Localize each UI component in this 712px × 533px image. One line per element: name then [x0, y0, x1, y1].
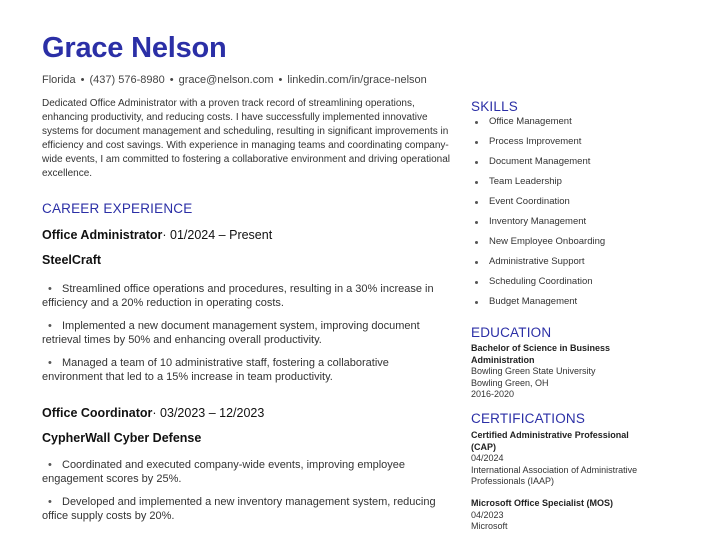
skill-item: Document Management [471, 155, 605, 175]
skill-item: Office Management [471, 115, 605, 135]
job-role: Office Administrator [42, 228, 163, 242]
job-role: Office Coordinator [42, 406, 153, 420]
skill-item: Scheduling Coordination [471, 275, 605, 295]
education-entry [471, 343, 651, 401]
certification-issuer: Microsoft [471, 521, 508, 531]
certification-entry [471, 498, 651, 533]
job-title-line [42, 228, 272, 242]
education-heading: EDUCATION [471, 325, 552, 340]
skill-item: Event Coordination [471, 195, 605, 215]
education-school: Bowling Green State University [471, 366, 596, 376]
job-bullets [42, 282, 442, 393]
contact-line [42, 74, 427, 86]
skill-item: Inventory Management [471, 215, 605, 235]
job-dates: · 01/2024 – Present [162, 228, 273, 242]
skill-item: New Employee Onboarding [471, 235, 605, 255]
job-title-line [42, 406, 264, 420]
education-dates: 2016-2020 [471, 389, 515, 399]
job-company: SteelCraft [42, 253, 102, 267]
career-experience-heading: CAREER EXPERIENCE [42, 201, 193, 216]
contact-email[interactable]: grace@nelson.com [178, 74, 274, 86]
job-bullets [42, 458, 442, 532]
job-bullet: • Implemented a new document management system, improving document retrieval times by 50% and enhancing overall productivity. [42, 319, 442, 347]
certification-name: Certified Administrative Professional (CAP) [471, 430, 629, 452]
education-degree: Bachelor of Science in Business Administration [471, 343, 611, 365]
contact-separator: • [278, 74, 283, 86]
skill-item: Team Leadership [471, 175, 605, 195]
professional-summary: Dedicated Office Administrator with a proven track record of streamlining operations, enhancing productivity, and reducing costs. I have successfully implemented innovative systems for document management and scheduling, resulting in significant improvements in efficiency and cost savings. With experience in managing teams and coordinating company-wide events, I am committed to fostering a collaborative environment and driving operational excellence. [42, 98, 450, 179]
skills-heading: SKILLS [471, 99, 518, 114]
education-location: Bowling Green, OH [471, 377, 549, 388]
job-bullet: • Coordinated and executed company-wide events, improving employee engagement scores by 25%. [42, 458, 442, 486]
certification-issuer: International Association of Administrative Professionals (IAAP) [471, 464, 638, 486]
certification-date: 04/2023 [471, 509, 504, 520]
skill-item: Administrative Support [471, 255, 605, 275]
certification-name: Microsoft Office Specialist (MOS) [471, 498, 614, 508]
certification-date: 04/2024 [471, 453, 504, 463]
contact-phone: (437) 576-8980 [89, 74, 165, 86]
contact-separator: • [169, 74, 174, 86]
contact-separator: • [80, 74, 85, 86]
skills-list [471, 115, 605, 315]
job-bullet: • Developed and implemented a new inventory management system, reducing office supply costs by 20%. [42, 495, 442, 523]
contact-linkedin[interactable]: linkedin.com/in/grace-nelson [287, 74, 427, 86]
job-bullet: • Streamlined office operations and procedures, resulting in a 30% increase in efficiency and a 20% reduction in operating costs. [42, 282, 442, 310]
skill-item: Process Improvement [471, 135, 605, 155]
job-dates: · 03/2023 – 12/2023 [152, 406, 265, 420]
job-company: CypherWall Cyber Defense [42, 431, 202, 445]
certification-entry [471, 430, 651, 488]
certifications-heading: CERTIFICATIONS [471, 411, 586, 426]
job-bullet: • Managed a team of 10 administrative staff, fostering a collaborative environment that led to a 15% increase in team productivity. [42, 356, 442, 384]
contact-location: Florida [42, 74, 76, 86]
skill-item: Budget Management [471, 295, 605, 315]
candidate-name: Grace Nelson [42, 32, 227, 64]
